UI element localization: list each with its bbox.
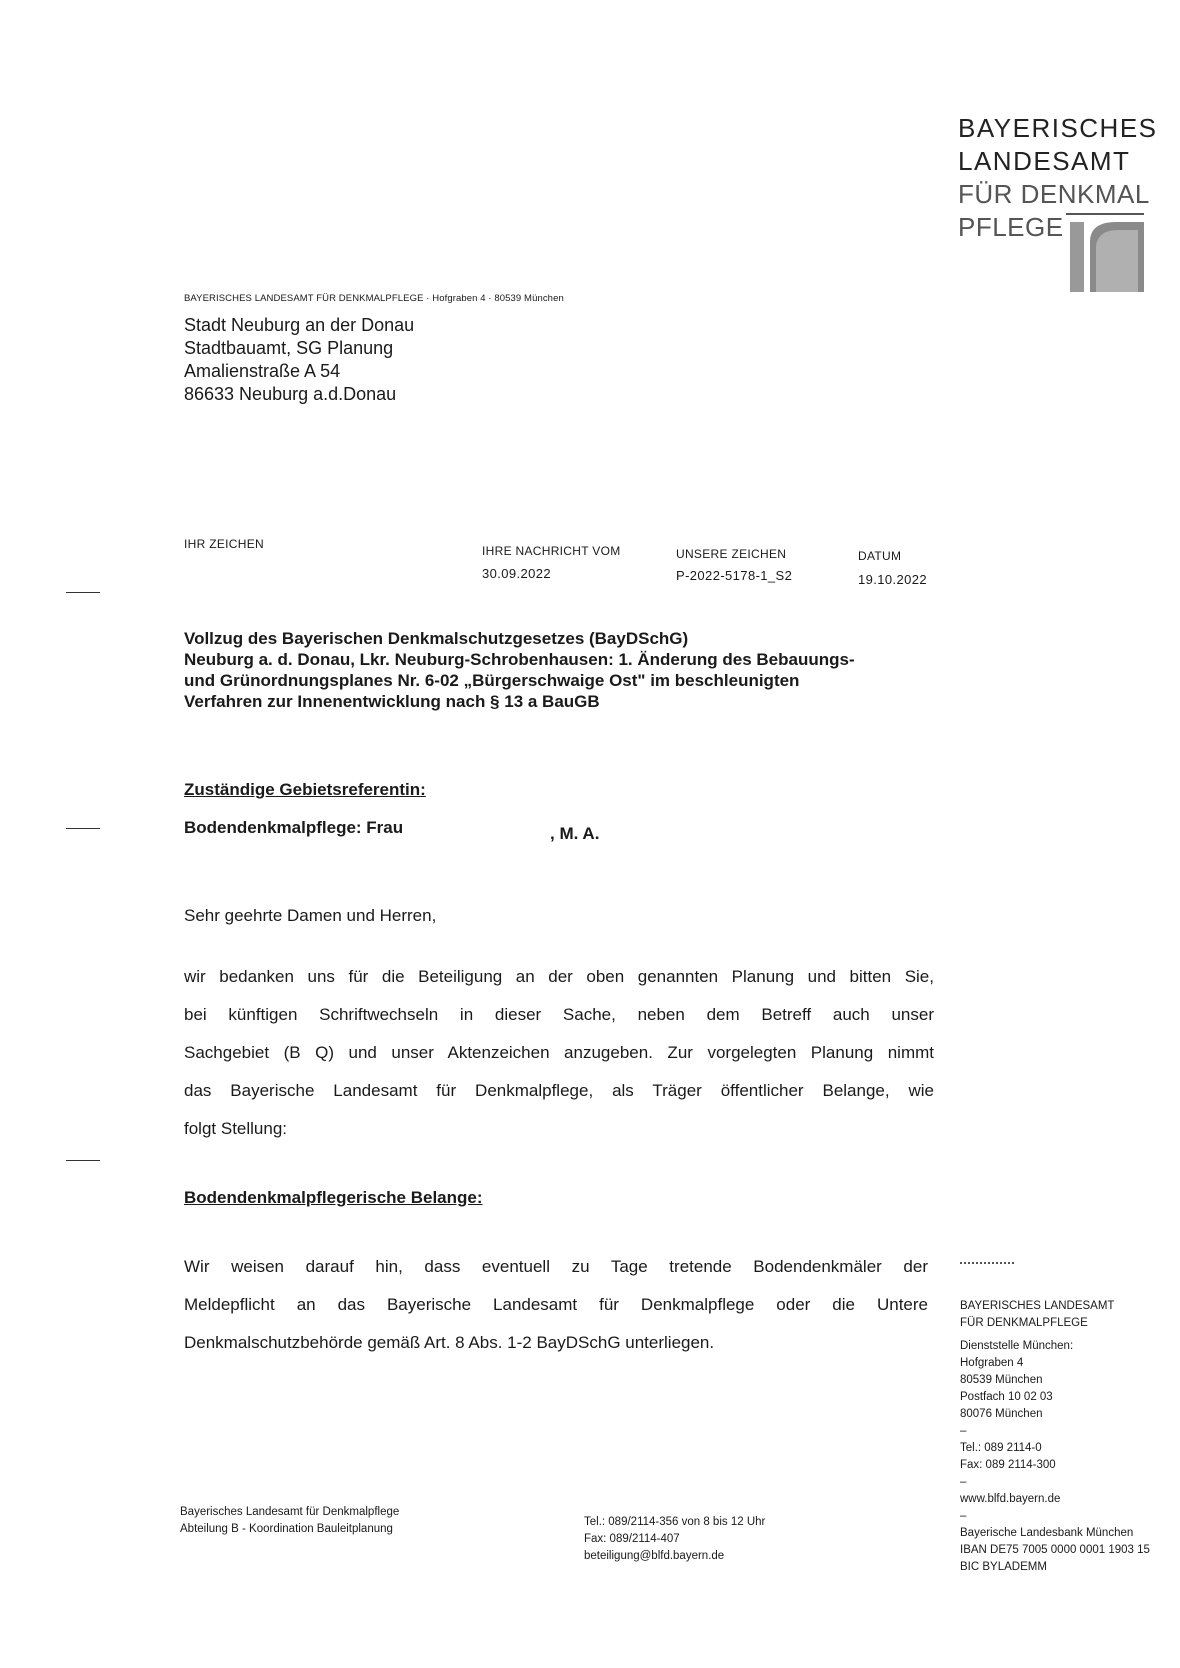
sender-return-line: BAYERISCHES LANDESAMT FÜR DENKMALPFLEGE · Hofgraben 4 · 80539 München: [184, 293, 564, 304]
referent-heading: Zuständige Gebietsreferentin:: [184, 780, 426, 799]
recipient-line: Amalienstraße A 54: [184, 361, 341, 381]
sidebar-divider: [960, 1262, 1014, 1264]
footer-dept-line: Abteilung B - Koordination Bauleitplanung: [180, 1523, 393, 1535]
sidebar-office-label: Dienststelle München:: [960, 1340, 1074, 1352]
footer-tel: Tel.: 089/2114-356 von 8 bis 12 Uhr: [584, 1516, 766, 1528]
sidebar-org: BAYERISCHES LANDESAMT: [960, 1300, 1115, 1312]
paragraph-line: folgt Stellung:: [184, 1119, 288, 1138]
footer-email: beteiligung@blfd.bayern.de: [584, 1550, 725, 1562]
subject-line: Neuburg a. d. Donau, Lkr. Neuburg-Schrobenhausen: 1. Änderung des Bebauungs-: [184, 650, 855, 669]
datum-label: DATUM: [858, 549, 902, 563]
sidebar-postbox: Postfach 10 02 03: [960, 1391, 1053, 1403]
logo-line-4: PFLEGE: [958, 212, 1064, 242]
ihr-zeichen-label: IHR ZEICHEN: [184, 537, 264, 551]
subject-line: Verfahren zur Innenentwicklung nach § 13 a BauGB: [184, 692, 600, 711]
paragraph-line: Wir weisen darauf hin, dass eventuell zu Tage tretende Bodendenkmäler der: [184, 1257, 928, 1276]
recipient-line: 86633 Neuburg a.d.Donau: [184, 384, 397, 404]
subject-block: [184, 628, 924, 712]
footer-contact: [584, 1514, 765, 1565]
recipient-line: Stadt Neuburg an der Donau: [184, 315, 415, 335]
ihre-nachricht-value: 30.09.2022: [482, 566, 552, 581]
subject-line: und Grünordnungsplanes Nr. 6-02 „Bürgerschwaige Ost" im beschleunigten: [184, 671, 800, 690]
referent-name-suffix: , M. A.: [550, 824, 600, 843]
sidebar-tel: Tel.: 089 2114-0: [960, 1442, 1042, 1454]
sidebar-dash: –: [960, 1510, 967, 1522]
datum-value: 19.10.2022: [858, 572, 928, 587]
paragraph-line: Meldepflicht an das Bayerische Landesamt für Denkmalpflege oder die Untere: [184, 1295, 928, 1314]
fold-mark: [66, 592, 100, 593]
unsere-zeichen-label: UNSERE ZEICHEN: [676, 547, 787, 561]
footer-dept-line: Bayerisches Landesamt für Denkmalpflege: [180, 1506, 400, 1518]
sidebar-iban: IBAN DE75 7005 0000 0001 1903 15: [960, 1544, 1150, 1556]
sidebar-fax: Fax: 089 2114-300: [960, 1459, 1056, 1471]
paragraph-line: wir bedanken uns für die Beteiligung an der oben genannten Planung und bitten Sie,: [184, 967, 934, 986]
logo-line-2: LANDESAMT: [958, 146, 1131, 176]
footer-fax: Fax: 089/2114-407: [584, 1533, 680, 1545]
sidebar-street: Hofgraben 4: [960, 1357, 1024, 1369]
logo-emblem-icon: [1066, 212, 1144, 294]
unsere-zeichen-value: P-2022-5178-1_S2: [676, 568, 793, 583]
punch-mark: [66, 828, 100, 829]
sidebar-bank: Bayerische Landesbank München: [960, 1527, 1134, 1539]
footer-department: [180, 1504, 399, 1538]
fold-mark: [66, 1160, 100, 1161]
sidebar-web: www.blfd.bayern.de: [960, 1493, 1061, 1505]
ihre-nachricht-label: IHRE NACHRICHT VOM: [482, 544, 621, 558]
recipient-line: Stadtbauamt, SG Planung: [184, 338, 394, 358]
paragraph-line: bei künftigen Schriftwechseln in dieser Sache, neben dem Betreff auch unser: [184, 1005, 934, 1024]
section-heading: Bodendenkmalpflegerische Belange:: [184, 1188, 483, 1207]
recipient-address: [184, 314, 414, 406]
paragraph-line: das Bayerische Landesamt für Denkmalpflege, als Träger öffentlicher Belange, wie: [184, 1081, 934, 1100]
logo-line-3: FÜR DENKMAL: [958, 179, 1150, 209]
salutation: Sehr geehrte Damen und Herren,: [184, 906, 437, 925]
logo-line-1: BAYERISCHES: [958, 113, 1158, 143]
subject-line: Vollzug des Bayerischen Denkmalschutzgesetzes (BayDSchG): [184, 629, 689, 648]
paragraph-line: Denkmalschutzbehörde gemäß Art. 8 Abs. 1-2 BayDSchG unterliegen.: [184, 1333, 715, 1352]
paragraph-line: Sachgebiet (B Q) und unser Aktenzeichen anzugeben. Zur vorgelegten Planung nimmt: [184, 1043, 934, 1062]
sidebar-city: 80539 München: [960, 1374, 1043, 1386]
sidebar-postbox-city: 80076 München: [960, 1408, 1043, 1420]
sidebar-dash: –: [960, 1425, 967, 1437]
sidebar-org: FÜR DENKMALPFLEGE: [960, 1317, 1088, 1329]
sidebar-address: [960, 1298, 1150, 1576]
sidebar-bic: BIC BYLADEMM: [960, 1561, 1047, 1573]
sidebar-dash: –: [960, 1476, 967, 1488]
referent-name-prefix: Bodendenkmalpflege: Frau: [184, 818, 404, 837]
